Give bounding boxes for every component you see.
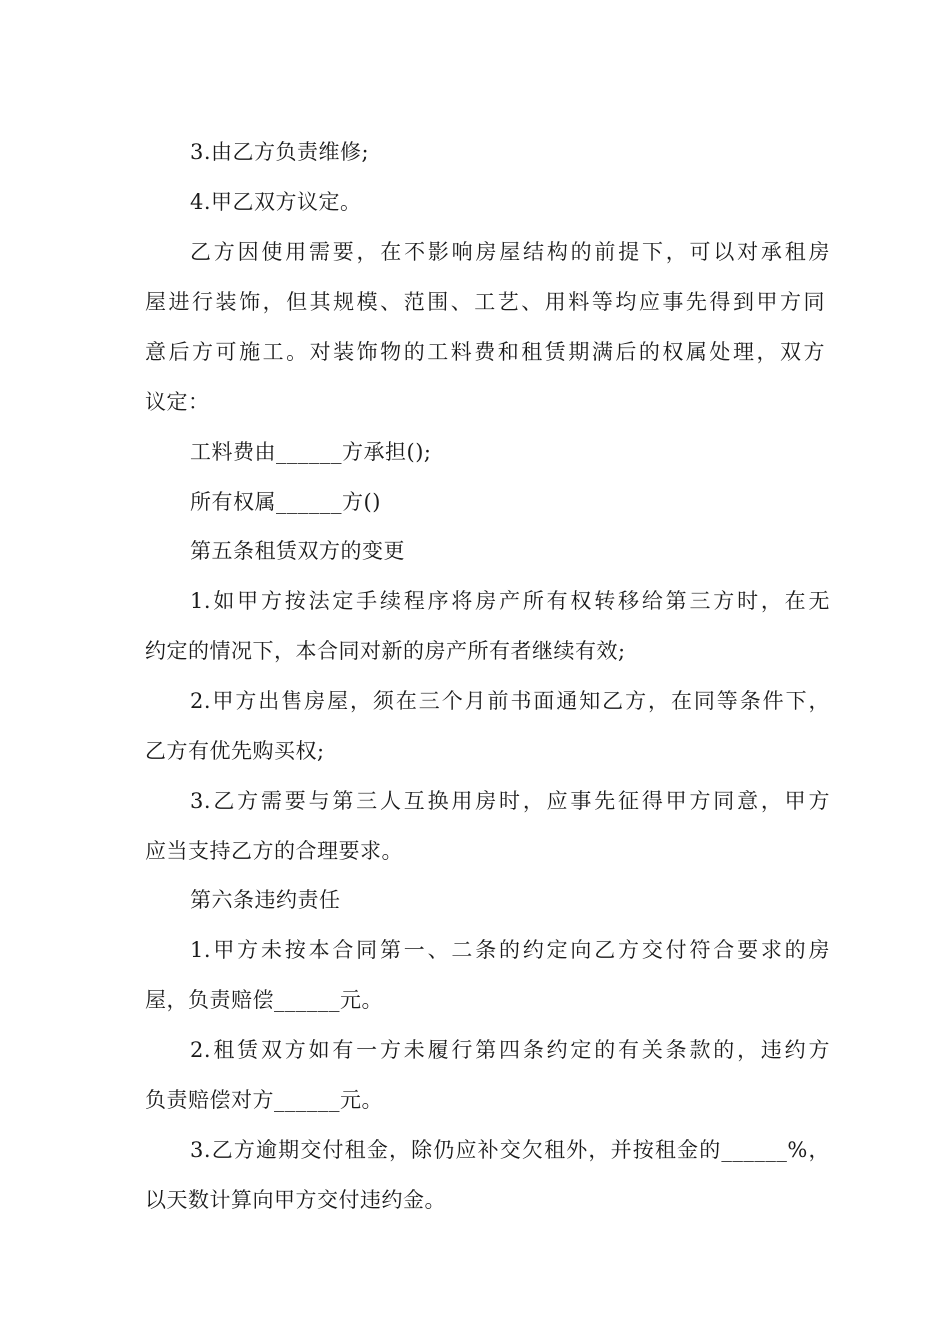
- fill-in-line: 工料费由______方承担();: [190, 440, 432, 464]
- paragraph-line: 3.乙方需要与第三人互换用房时，应事先征得甲方同意，甲方: [190, 789, 830, 813]
- paragraph-line: 2.甲方出售房屋，须在三个月前书面通知乙方，在同等条件下，: [190, 689, 830, 713]
- section-heading: 第六条违约责任: [190, 888, 341, 912]
- clause-line: 4.甲乙双方议定。: [190, 190, 362, 214]
- paragraph-line: 1.甲方未按本合同第一、二条的约定向乙方交付符合要求的房: [190, 938, 830, 962]
- paragraph-line: 1.如甲方按法定手续程序将房产所有权转移给第三方时，在无: [190, 589, 830, 613]
- fill-in-line: 所有权属______方(): [190, 490, 381, 514]
- paragraph-line: 意后方可施工。对装饰物的工料费和租赁期满后的权属处理，双方: [145, 340, 825, 364]
- paragraph-line: 约定的情况下，本合同对新的房产所有者继续有效;: [145, 639, 626, 663]
- clause-line: 3.由乙方负责维修;: [190, 140, 370, 164]
- paragraph-line: 以天数计算向甲方交付违约金。: [145, 1188, 446, 1212]
- paragraph-line: 应当支持乙方的合理要求。: [145, 839, 403, 863]
- paragraph-line: 屋，负责赔偿______元。: [145, 988, 383, 1012]
- paragraph-line: 屋进行装饰，但其规模、范围、工艺、用料等均应事先得到甲方同: [145, 290, 825, 314]
- paragraph-line: 负责赔偿对方______元。: [145, 1088, 383, 1112]
- section-heading: 第五条租赁双方的变更: [190, 539, 405, 563]
- paragraph-line: 议定：: [145, 390, 210, 414]
- paragraph-line: 2.租赁双方如有一方未履行第四条约定的有关条款的，违约方: [190, 1038, 830, 1062]
- paragraph-line: 乙方因使用需要，在不影响房屋结构的前提下，可以对承租房: [190, 240, 830, 264]
- paragraph-line: 3.乙方逾期交付租金，除仍应补交欠租外，并按租金的______%，: [190, 1138, 830, 1162]
- paragraph-line: 乙方有优先购买权;: [145, 739, 325, 763]
